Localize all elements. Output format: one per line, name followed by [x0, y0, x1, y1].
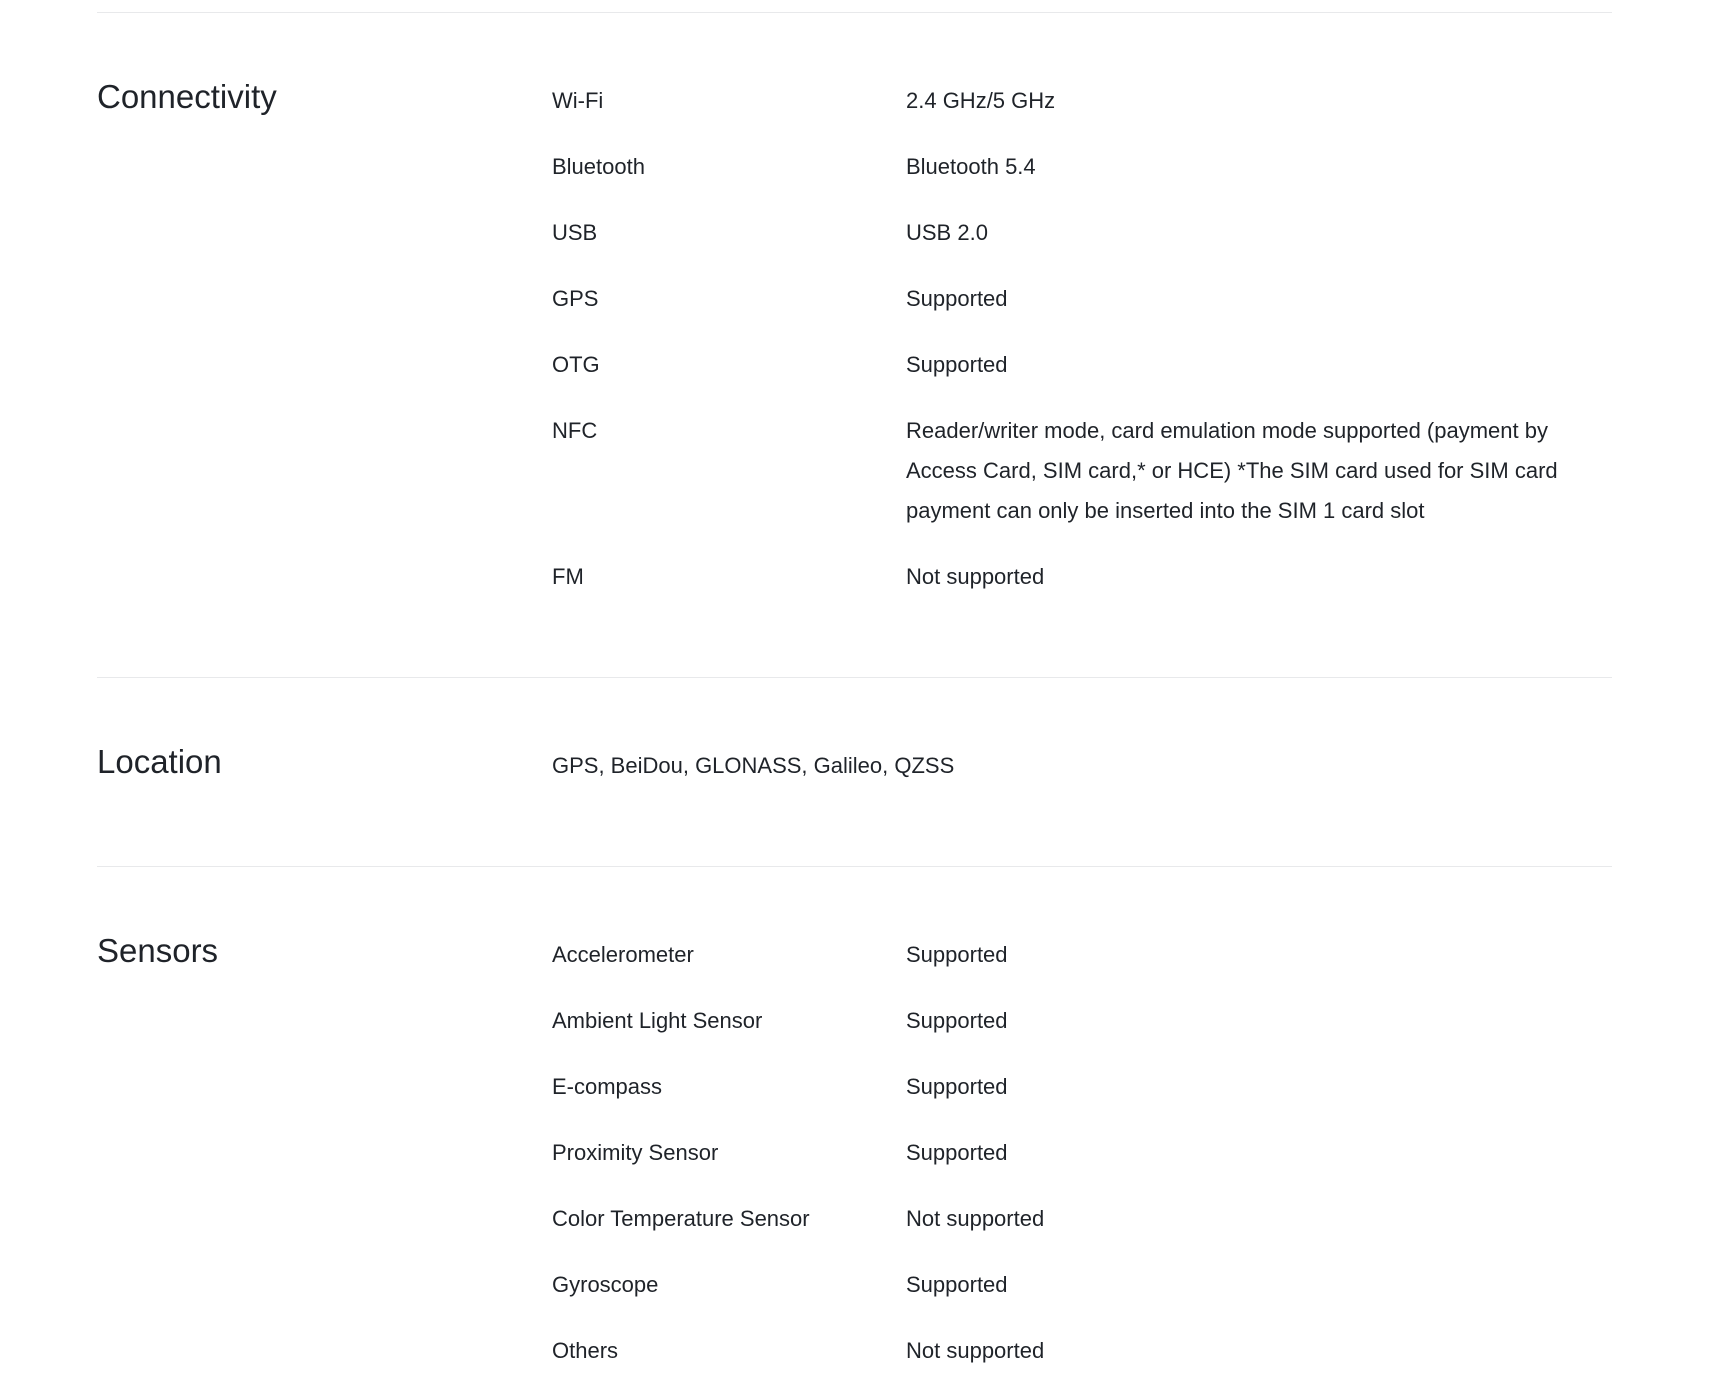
spec-value: Supported	[906, 942, 1008, 967]
spec-label: Proximity Sensor	[552, 1140, 719, 1165]
location-value: GPS, BeiDou, GLONASS, Galileo, QZSS	[552, 753, 955, 778]
spec-value: 2.4 GHz/5 GHz	[906, 88, 1056, 113]
spec-value: Supported	[906, 1074, 1008, 1099]
section-title: Location	[97, 743, 222, 780]
spec-label: Bluetooth	[552, 154, 645, 179]
spec-row-color-temperature-sensor	[552, 1199, 1612, 1239]
spec-row-gyroscope	[552, 1265, 1612, 1305]
spec-list	[552, 81, 1612, 623]
spec-label: Gyroscope	[552, 1272, 659, 1297]
spec-row-usb	[552, 213, 1612, 253]
spec-label: Wi-Fi	[552, 88, 604, 113]
spec-label: Ambient Light Sensor	[552, 1008, 763, 1033]
spec-label: E-compass	[552, 1074, 663, 1099]
spec-value: USB 2.0	[906, 220, 988, 245]
spec-row-accelerometer	[552, 935, 1612, 975]
spec-value: Bluetooth 5.4	[906, 154, 1036, 179]
spec-value: Supported	[906, 1272, 1008, 1297]
spec-value: Supported	[906, 1008, 1008, 1033]
spec-row-fm	[552, 557, 1612, 597]
spec-row-gps	[552, 279, 1612, 319]
spec-value: Not supported	[906, 1338, 1045, 1363]
section-divider	[97, 866, 1612, 867]
spec-label: Others	[552, 1338, 619, 1363]
section-divider	[97, 12, 1612, 13]
section-title: Sensors	[97, 932, 219, 969]
spec-row-others	[552, 1331, 1612, 1371]
spec-value: Reader/writer mode, card emulation mode supported (payment by Access Card, SIM card,* or HCE) *The SIM card used for SIM card payment can only be inserted into the SIM 1 card slot	[906, 418, 1558, 523]
spec-row-wifi	[552, 81, 1612, 121]
spec-label: OTG	[552, 352, 600, 377]
spec-value: Supported	[906, 1140, 1008, 1165]
spec-label: GPS	[552, 286, 599, 311]
spec-row-ambient-light-sensor	[552, 1001, 1612, 1041]
spec-label: NFC	[552, 418, 598, 443]
spec-label: Accelerometer	[552, 942, 694, 967]
spec-list	[552, 935, 1612, 1397]
spec-row-nfc	[552, 411, 1612, 531]
spec-value: Not supported	[906, 564, 1045, 589]
section-divider	[97, 677, 1612, 678]
spec-value: Supported	[906, 352, 1008, 377]
spec-label: USB	[552, 220, 598, 245]
spec-value: Supported	[906, 286, 1008, 311]
spec-value: Not supported	[906, 1206, 1045, 1231]
section-title: Connectivity	[97, 78, 277, 115]
spec-row-otg	[552, 345, 1612, 385]
spec-row-bluetooth	[552, 147, 1612, 187]
spec-row-proximity-sensor	[552, 1133, 1612, 1173]
spec-label: FM	[552, 564, 584, 589]
spec-label: Color Temperature Sensor	[552, 1206, 810, 1231]
spec-row-e-compass	[552, 1067, 1612, 1107]
